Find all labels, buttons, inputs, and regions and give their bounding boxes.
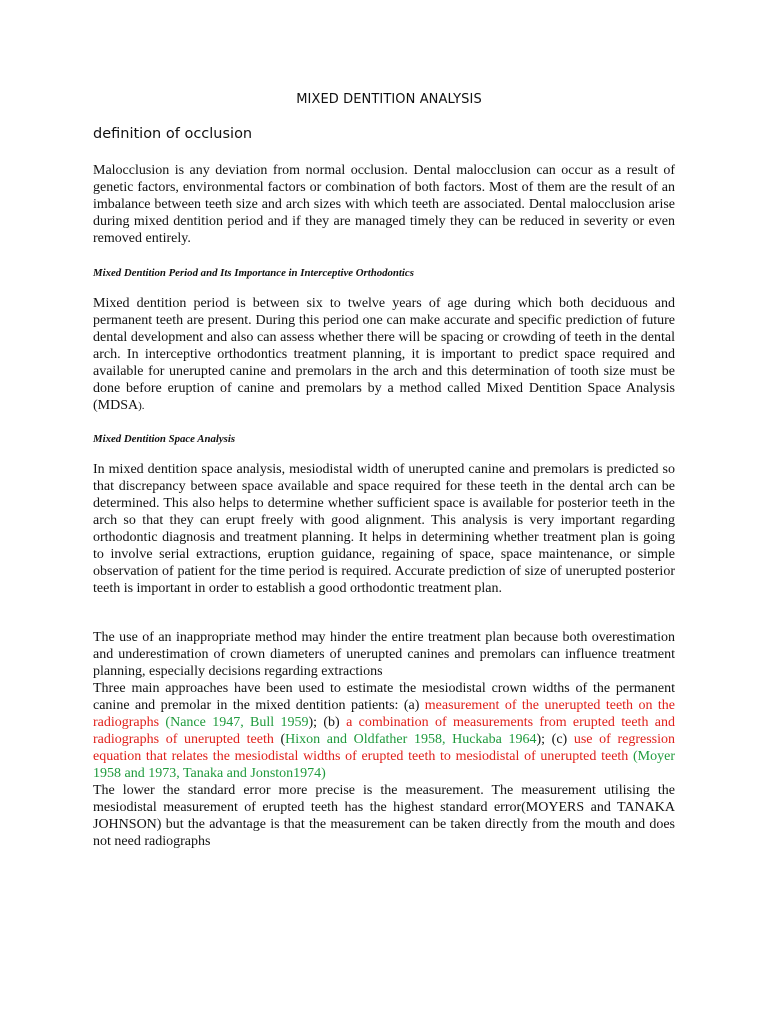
approach-c-citation: (Moyer 1958 and 1973, Tanaka and Jonston1974) xyxy=(93,749,675,781)
paragraph-three-approaches xyxy=(93,680,675,782)
paragraph-space-analysis: In mixed dentition space analysis, mesiodistal width of unerupted canine and premolars is predicted so that discrepancy between space available and space required for these teeth in the dental arch can be determined. This also helps to determine whether sufficient space is available for posterior teeth in the arch so that they can erupt freely with good alignment. This analysis is very important regarding orthodontic diagnosis and treatment planning. It helps in determining whether treatment plan is going to involve serial extractions, eruption guidance, regaining of space, space maintenance, or simple observation of patient for the time period is required. Accurate prediction of size of unerupted posterior teeth is important in order to establish a good orthodontic treatment plan. xyxy=(93,462,675,596)
approach-b-text: a combination of measurements from erupted teeth and radiographs of unerupted teeth xyxy=(93,715,676,747)
approach-b-lead: ); (b) xyxy=(308,715,347,730)
approaches-intro: Three main approaches have been used to estimate the mesiodistal crown widths of the permanent canine and premolar in the mixed dentition patients: (a) xyxy=(93,681,675,713)
paragraph-standard-error: The lower the standard error more precise is the measurement. The measurement utilising the mesiodistal measurement of erupted teeth has the highest standard error(MOYERS and TANAKA JOHNSON) but the advantage is that the measurement can be taken directly from the mouth and does not need radiographs xyxy=(93,783,675,849)
approach-b-citation: Hixon and Oldfather 1958, Huckaba 1964 xyxy=(285,732,537,747)
approach-c-lead: ); (c) xyxy=(536,732,574,747)
approach-a-text: measurement of the unerupted teeth on the radiographs xyxy=(93,698,675,730)
paragraph-mixed-dentition-period-end: ). xyxy=(138,400,145,412)
approach-a-citation: (Nance 1947, Bull 1959 xyxy=(159,715,309,730)
approach-c-text: use of regression equation that relates the mesiodistal widths of erupted teeth to mesiodistal of unerupted teeth xyxy=(93,732,675,764)
paragraph-malocclusion: Malocclusion is any deviation from normal occlusion. Dental malocclusion can occur as a result of genetic factors, environmental factors or combination of both factors. Most of them are the result of an imbalance between teeth size and arch sizes with which teeth are associated. Dental malocclusion arise during mixed dentition period and if they are managed timely they can be reduced in severity or even removed entirely. xyxy=(93,163,675,246)
paragraph-inappropriate-method: The use of an inappropriate method may hinder the entire treatment plan because both overestimation and underestimation of crown diameters of unerupted canines and premolars can influence treatment planning, especially decisions regarding extractions xyxy=(93,630,675,679)
document-page xyxy=(93,92,675,850)
section-heading: definition of occlusion xyxy=(93,126,253,142)
paragraph-mixed-dentition-period-text: Mixed dentition period is between six to twelve years of age during which both deciduous and permanent teeth are present. During this period one can make accurate and specific prediction of future dental development and also can assess whether there will be spacing or crowding of teeth in the dental arch. In interceptive orthodontics treatment planning, it is important to predict space required and available for unerupted canine and premolars in the arch and this determination of tooth size must be done before eruption of canine and premolars by a method called Mixed Dentition Space Analysis (MDSA xyxy=(93,296,675,413)
page-title: MIXED DENTITION ANALYSIS xyxy=(296,92,482,107)
paragraph-mixed-dentition-period xyxy=(93,295,675,415)
subheading-mixed-dentition-period: Mixed Dentition Period and Its Importance in Interceptive Orthodontics xyxy=(93,267,414,279)
subheading-space-analysis: Mixed Dentition Space Analysis xyxy=(93,433,236,445)
approach-b-paren: ( xyxy=(273,732,286,747)
